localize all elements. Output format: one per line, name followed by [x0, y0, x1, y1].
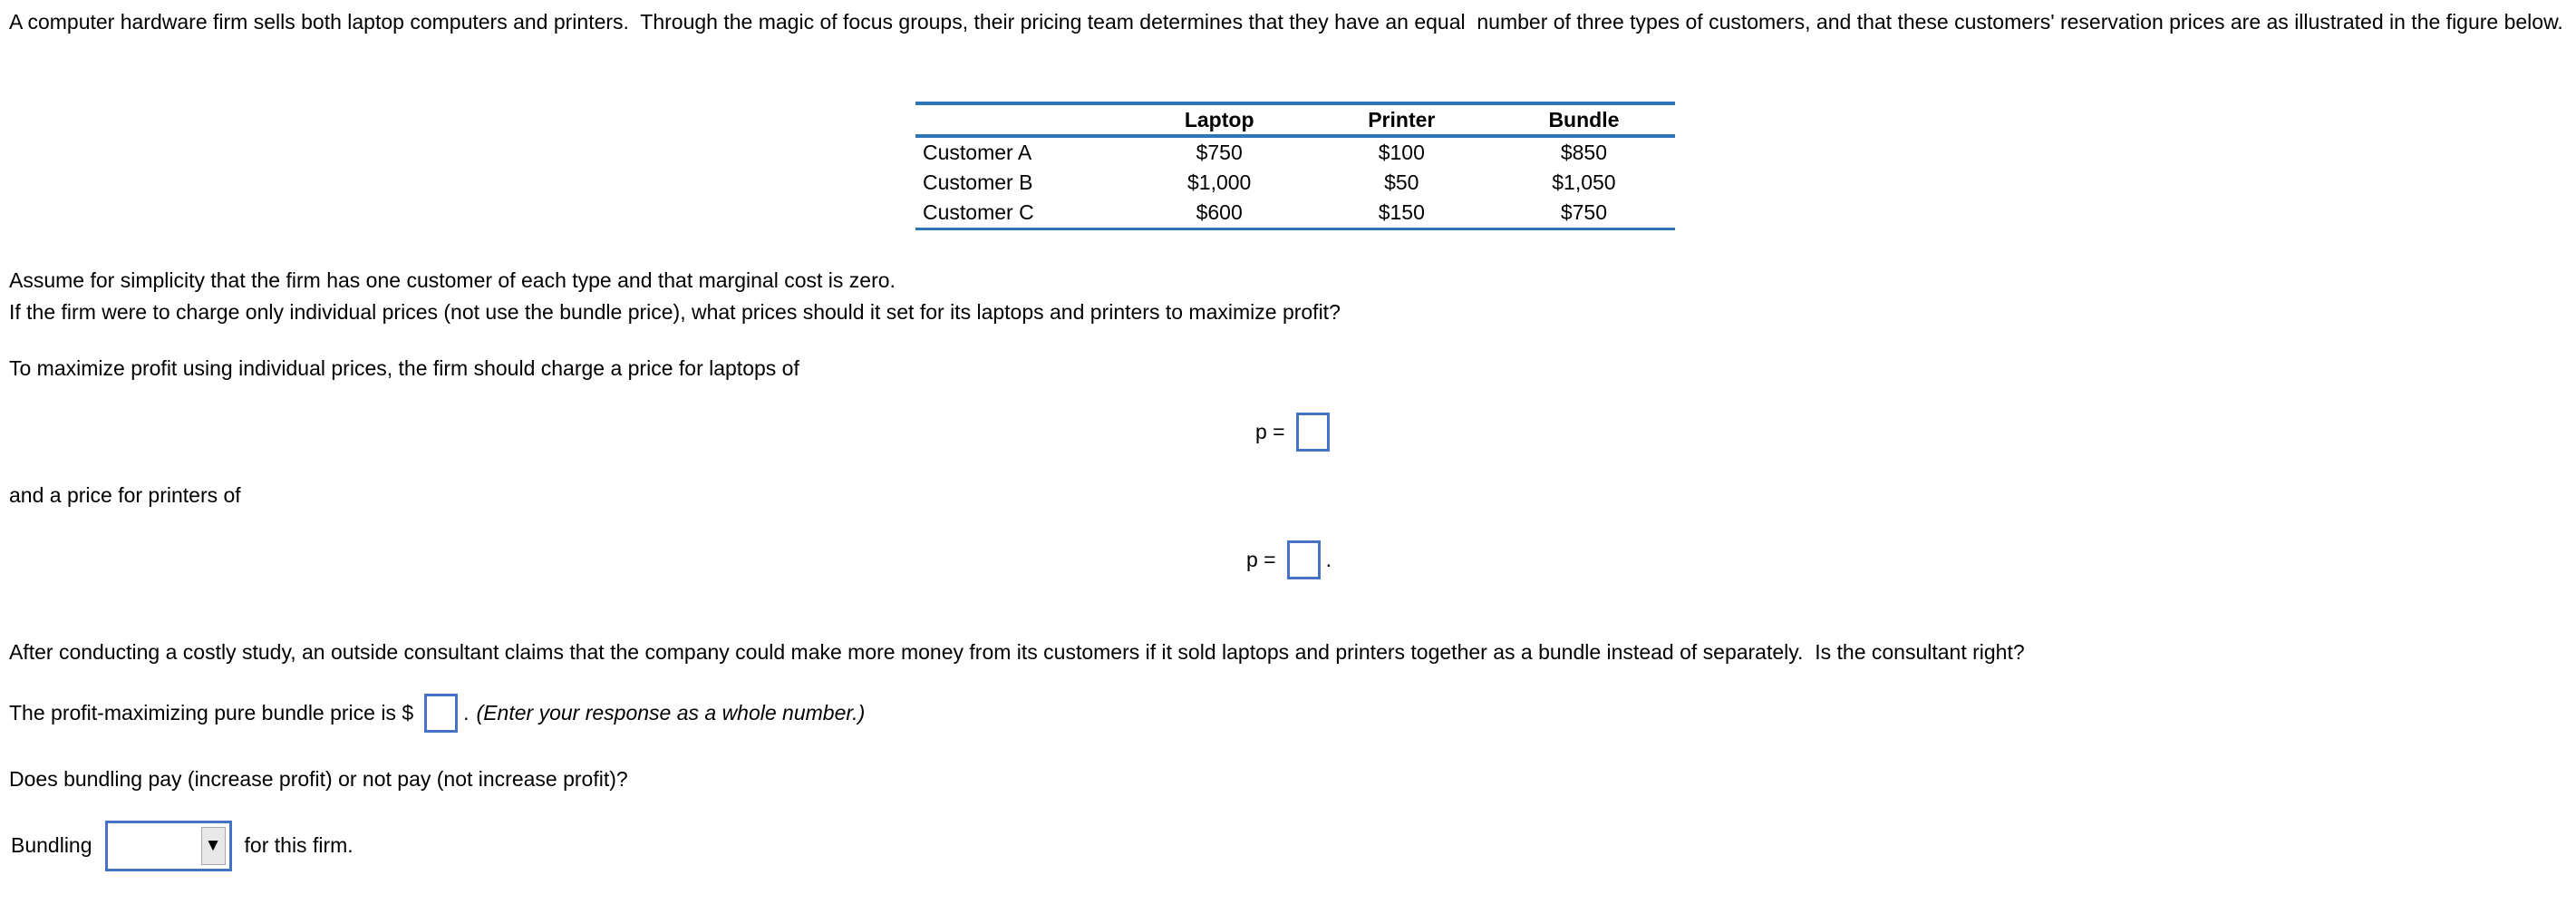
bundling-select-value [115, 823, 199, 869]
printer-price-input[interactable] [1287, 540, 1321, 579]
bundle-price-prefix: The profit-maximizing pure bundle price is $ [9, 701, 414, 724]
sentence-period: . [463, 701, 470, 724]
equation-label: p = [1255, 419, 1285, 443]
dropdown-arrow-icon: ▼ [204, 836, 222, 855]
bundling-select[interactable] [105, 821, 232, 871]
individual-prices-question: If the firm were to charge only individual prices (not use the bundle price), what prices should it set for its laptops and printers to maximize profit? [9, 300, 1341, 324]
bundle-price-row [9, 693, 865, 734]
equation-label: p = [1246, 547, 1276, 571]
sentence-period: . [1325, 547, 1332, 571]
row-label: Customer B [923, 170, 1033, 194]
table-cell: $50 [1384, 170, 1419, 194]
row-label: Customer C [923, 200, 1034, 224]
table-cell: $150 [1378, 200, 1425, 224]
dropdown-arrow-button[interactable] [201, 827, 226, 865]
assumption-line: Assume for simplicity that the firm has one customer of each type and that marginal cost is zero. [9, 268, 896, 292]
table-row [915, 198, 1675, 229]
printer-price-equation [1246, 539, 1332, 580]
table-cell: $100 [1378, 141, 1425, 164]
bundling-prefix: Bundling [11, 833, 92, 857]
table-row [915, 168, 1675, 198]
bundle-price-input[interactable] [424, 694, 458, 733]
laptop-price-input[interactable] [1296, 413, 1330, 452]
bundling-answer-row [11, 820, 353, 871]
table-cell: $750 [1196, 141, 1243, 164]
col-header-bundle: Bundle [1493, 103, 1675, 136]
col-header-printer: Printer [1311, 103, 1493, 136]
col-header-laptop: Laptop [1128, 103, 1311, 136]
table-header-row [915, 103, 1675, 136]
intro-paragraph: A computer hardware firm sells both laptop computers and printers. Through the magic of focus groups, their pricing team determines that they have an equal number of three types of customers, and that these customers' reservation prices are as illustrated in the figure below. [9, 10, 2563, 34]
laptop-price-equation [1255, 412, 1330, 452]
row-label: Customer A [923, 141, 1032, 164]
bundling-suffix: for this firm. [244, 833, 353, 857]
table-cell: $750 [1560, 200, 1607, 224]
table-row [915, 136, 1675, 168]
table-cell: $1,000 [1187, 170, 1252, 194]
laptop-price-prompt: To maximize profit using individual prices, the firm should charge a price for laptops of [9, 356, 799, 380]
table-cell: $1,050 [1552, 170, 1616, 194]
consultant-paragraph: After conducting a costly study, an outside consultant claims that the company could make more money from its customers if it sold laptops and printers together as a bundle instead of separately. Is the consultant right? [9, 640, 2025, 664]
table-cell: $850 [1560, 141, 1607, 164]
printer-price-prompt: and a price for printers of [9, 483, 241, 507]
bundling-pay-question: Does bundling pay (increase profit) or not pay (not increase profit)? [9, 767, 628, 791]
reservation-prices-table [915, 102, 1675, 230]
table-corner-cell [915, 103, 1128, 136]
table-cell: $600 [1196, 200, 1243, 224]
response-format-hint: (Enter your response as a whole number.) [476, 701, 866, 724]
